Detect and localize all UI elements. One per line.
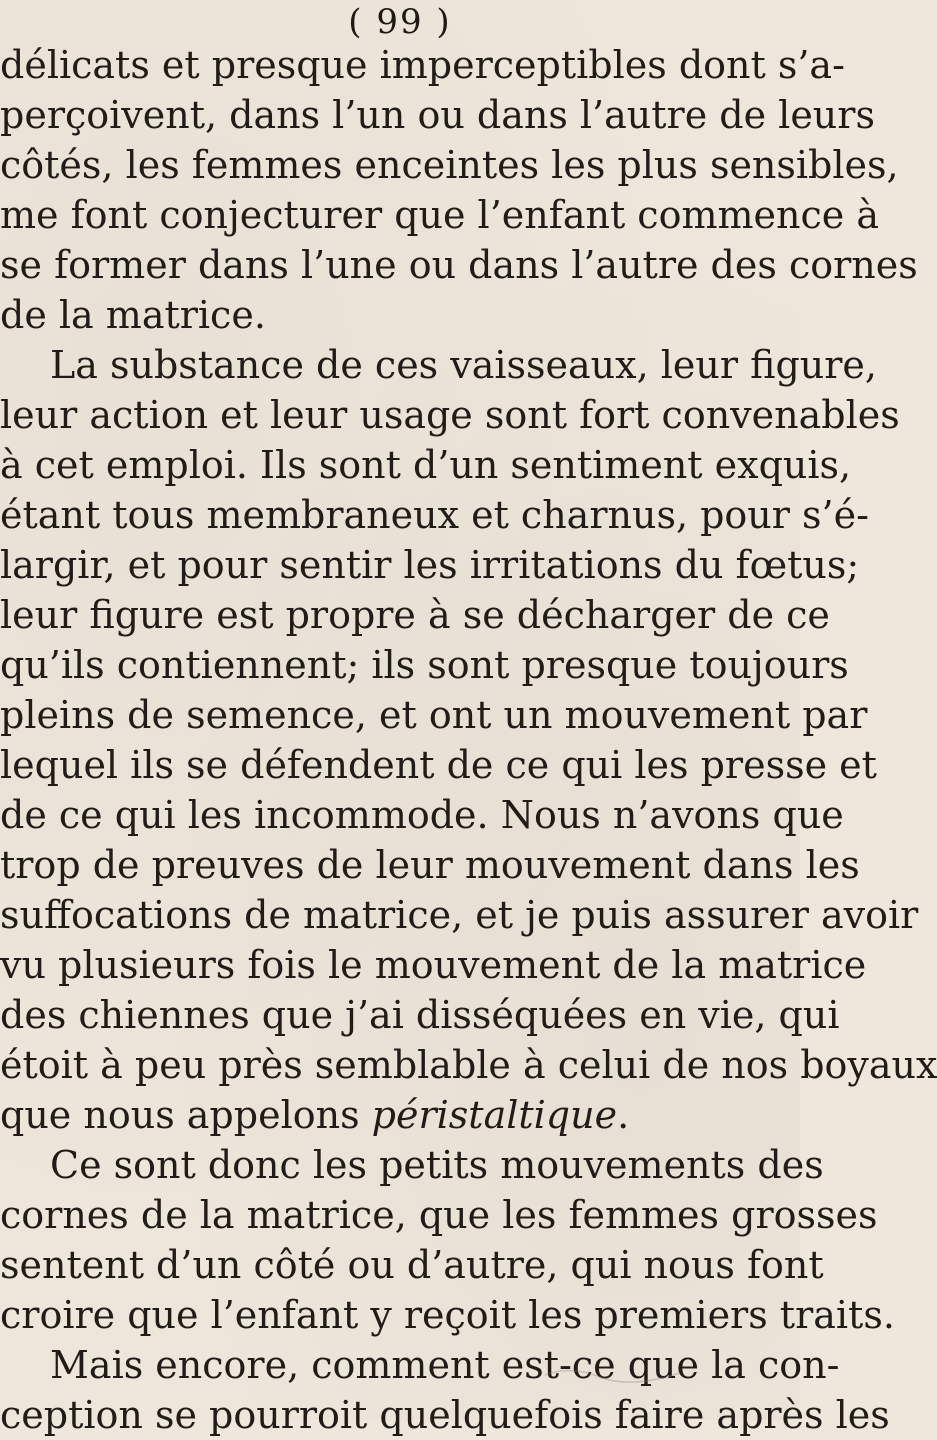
text-line: me font conjecturer que l’enfant commence à bbox=[0, 193, 879, 237]
text-line: pleins de semence, et ont un mouvement par bbox=[0, 693, 868, 737]
text-line: suffocations de matrice, et je puis assurer avoir bbox=[0, 893, 919, 937]
text-line: de la matrice. bbox=[0, 293, 266, 337]
text-line: à cet emploi. Ils sont d’un sentiment exquis, bbox=[0, 443, 852, 487]
text-line: Ce sont donc les petits mouvements des bbox=[50, 1143, 824, 1187]
period: . bbox=[617, 1093, 630, 1137]
text-line: délicats et presque imperceptibles dont s’a- bbox=[0, 43, 845, 87]
page-number: ( 99 ) bbox=[348, 2, 452, 42]
text-line: Mais encore, comment est-ce que la con- bbox=[50, 1343, 840, 1387]
text-segment: que nous appelons bbox=[0, 1093, 360, 1137]
text-line: étant tous membraneux et charnus, pour s’é- bbox=[0, 493, 869, 537]
text-line: étoit à peu près semblable à celui de nos boyaux bbox=[0, 1043, 937, 1087]
text-line: côtés, les femmes enceintes les plus sensibles, bbox=[0, 143, 899, 187]
text-line: leur action et leur usage sont fort convenables bbox=[0, 393, 900, 437]
text-line: des chiennes que j’ai disséquées en vie, qui bbox=[0, 993, 840, 1037]
text-line: ception se pourroit quelquefois faire après les bbox=[0, 1393, 890, 1437]
text-line: leur figure est propre à se décharger de ce bbox=[0, 593, 830, 637]
text-line: perçoivent, dans l’un ou dans l’autre de leurs bbox=[0, 93, 875, 137]
text-line: de ce qui les incommode. Nous n’avons que bbox=[0, 793, 844, 837]
text-line: croire que l’enfant y reçoit les premiers traits. bbox=[0, 1293, 895, 1337]
text-line: vu plusieurs fois le mouvement de la matrice bbox=[0, 943, 867, 987]
text-line: lequel ils se défendent de ce qui les presse et bbox=[0, 743, 877, 787]
text-line: largir, et pour sentir les irritations du fœtus; bbox=[0, 543, 860, 587]
text-line: La substance de ces vaisseaux, leur figure, bbox=[50, 343, 877, 387]
text-line: sentent d’un côté ou d’autre, qui nous font bbox=[0, 1243, 824, 1287]
text-line: qu’ils contiennent; ils sont presque toujours bbox=[0, 643, 849, 687]
text-line: trop de preuves de leur mouvement dans les bbox=[0, 843, 860, 887]
text-line: cornes de la matrice, que les femmes grosses bbox=[0, 1193, 878, 1237]
text-line: se former dans l’une ou dans l’autre des cornes bbox=[0, 243, 918, 287]
ink-smudge-decoration bbox=[540, 1355, 690, 1395]
text-line-with-term bbox=[0, 1090, 780, 1140]
italic-term: péristaltique bbox=[371, 1093, 618, 1137]
